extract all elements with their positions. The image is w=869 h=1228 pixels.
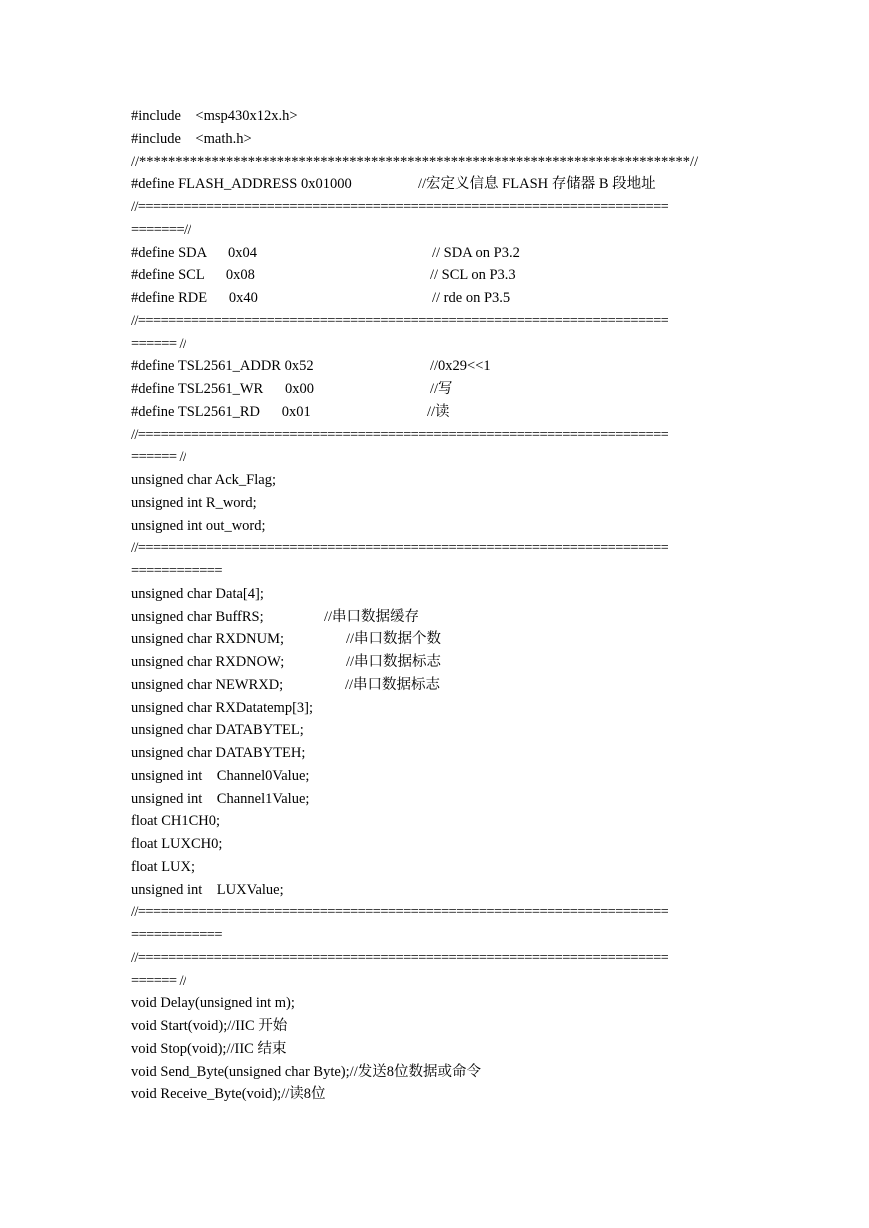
code-text: void Stop(void);//IIC 结束 — [131, 1040, 287, 1057]
code-comment: //宏定义信息 FLASH 存储器 B 段地址 — [418, 176, 656, 193]
code-listing — [131, 105, 739, 1106]
code-comment: //0x29<<1 — [430, 358, 491, 375]
code-text: #include <msp430x12x.h> — [131, 108, 298, 124]
code-line — [131, 765, 739, 788]
code-text: void Start(void);//IIC 开始 — [131, 1018, 288, 1034]
code-text: ====== // — [131, 972, 187, 989]
code-line — [131, 264, 739, 287]
code-text: #define SDA 0x04 — [131, 244, 258, 261]
code-line — [131, 1038, 739, 1061]
code-line — [131, 947, 739, 970]
code-line — [131, 151, 739, 174]
code-line — [131, 1015, 739, 1038]
code-comment: // SCL on P3.3 — [430, 267, 516, 284]
code-text: unsigned char BuffRS; — [131, 608, 264, 625]
code-text: unsigned char DATABYTEL; — [131, 722, 304, 739]
code-line — [131, 697, 739, 720]
code-line — [131, 537, 739, 560]
code-line — [131, 492, 739, 515]
code-line — [131, 105, 739, 128]
code-text: unsigned char NEWRXD; — [131, 676, 284, 693]
code-text: //====================================================================== — [131, 540, 669, 557]
code-text: #define TSL2561_WR 0x00 — [131, 381, 314, 397]
code-line — [131, 970, 739, 993]
code-text: #define TSL2561_ADDR 0x52 — [131, 358, 314, 375]
code-line — [131, 219, 739, 242]
code-text: ====== // — [131, 449, 187, 466]
code-text: #define FLASH_ADDRESS 0x01000 — [131, 176, 352, 193]
code-line — [131, 788, 739, 811]
code-comment: //串口数据个数 — [346, 631, 442, 648]
code-line — [131, 651, 739, 674]
code-line — [131, 378, 739, 401]
code-text: unsigned char DATABYTEH; — [131, 745, 306, 761]
code-line — [131, 310, 739, 333]
code-text: #define TSL2561_RD 0x01 — [131, 403, 311, 420]
code-text: void Receive_Byte(void);//读8位 — [131, 1086, 326, 1103]
code-line — [131, 173, 739, 196]
code-line — [131, 355, 739, 378]
code-line — [131, 833, 739, 856]
code-text: ====== // — [131, 335, 187, 352]
code-line — [131, 810, 739, 833]
code-text: =======// — [131, 221, 191, 238]
code-text: #define SCL 0x08 — [131, 267, 255, 284]
code-text: float LUXCH0; — [131, 836, 223, 852]
code-text: float CH1CH0; — [131, 813, 221, 830]
code-text: unsigned char RXDNOW; — [131, 654, 285, 670]
code-comment: //串口数据缓存 — [324, 608, 420, 625]
code-line — [131, 401, 739, 424]
code-text: ============ — [131, 563, 222, 579]
code-line — [131, 924, 739, 947]
code-line — [131, 606, 739, 629]
code-comment: // rde on P3.5 — [432, 290, 511, 306]
code-comment: //读 — [427, 403, 450, 420]
code-text: //====================================================================== — [131, 312, 669, 329]
code-line — [131, 856, 739, 879]
code-line — [131, 901, 739, 924]
code-text: //====================================================================== — [131, 426, 669, 443]
code-text: void Send_Byte(unsigned char Byte);//发送8位数据或命令 — [131, 1063, 481, 1080]
code-text: #define RDE 0x40 — [131, 290, 258, 306]
code-line — [131, 560, 739, 583]
code-text: unsigned int Channel0Value; — [131, 767, 310, 784]
code-text: #include <math.h> — [131, 130, 252, 147]
code-text: //====================================================================== — [131, 949, 669, 966]
code-text: void Delay(unsigned int m); — [131, 995, 295, 1012]
code-text: unsigned int LUXValue; — [131, 881, 284, 898]
code-text: unsigned char Data[4]; — [131, 585, 264, 602]
code-line — [131, 879, 739, 902]
code-text: //====================================================================== — [131, 904, 669, 921]
code-text: unsigned char Ack_Flag; — [131, 472, 276, 488]
code-text: unsigned int out_word; — [131, 517, 266, 534]
code-line — [131, 128, 739, 151]
code-line — [131, 742, 739, 765]
code-line — [131, 424, 739, 447]
code-text: //****************************************************************************// — [131, 153, 699, 170]
code-text: unsigned char RXDNUM; — [131, 631, 285, 648]
code-line — [131, 1061, 739, 1084]
code-comment: //串口数据标志 — [346, 654, 442, 670]
code-line — [131, 583, 739, 606]
code-text: unsigned char RXDatatemp[3]; — [131, 699, 314, 716]
code-text: //====================================================================== — [131, 199, 669, 215]
code-comment: //写 — [430, 381, 453, 397]
code-line — [131, 287, 739, 310]
code-line — [131, 992, 739, 1015]
code-text: float LUX; — [131, 858, 196, 875]
code-comment: // SDA on P3.2 — [432, 244, 520, 261]
code-line — [131, 674, 739, 697]
code-line — [131, 242, 739, 265]
code-text: unsigned int R_word; — [131, 494, 257, 511]
code-line — [131, 1083, 739, 1106]
code-line — [131, 628, 739, 651]
code-text: unsigned int Channel1Value; — [131, 790, 310, 807]
code-line — [131, 446, 739, 469]
code-line — [131, 196, 739, 219]
code-comment: //串口数据标志 — [345, 676, 441, 693]
code-line — [131, 333, 739, 356]
code-text: ============ — [131, 927, 222, 943]
code-line — [131, 469, 739, 492]
code-line — [131, 515, 739, 538]
code-line — [131, 719, 739, 742]
